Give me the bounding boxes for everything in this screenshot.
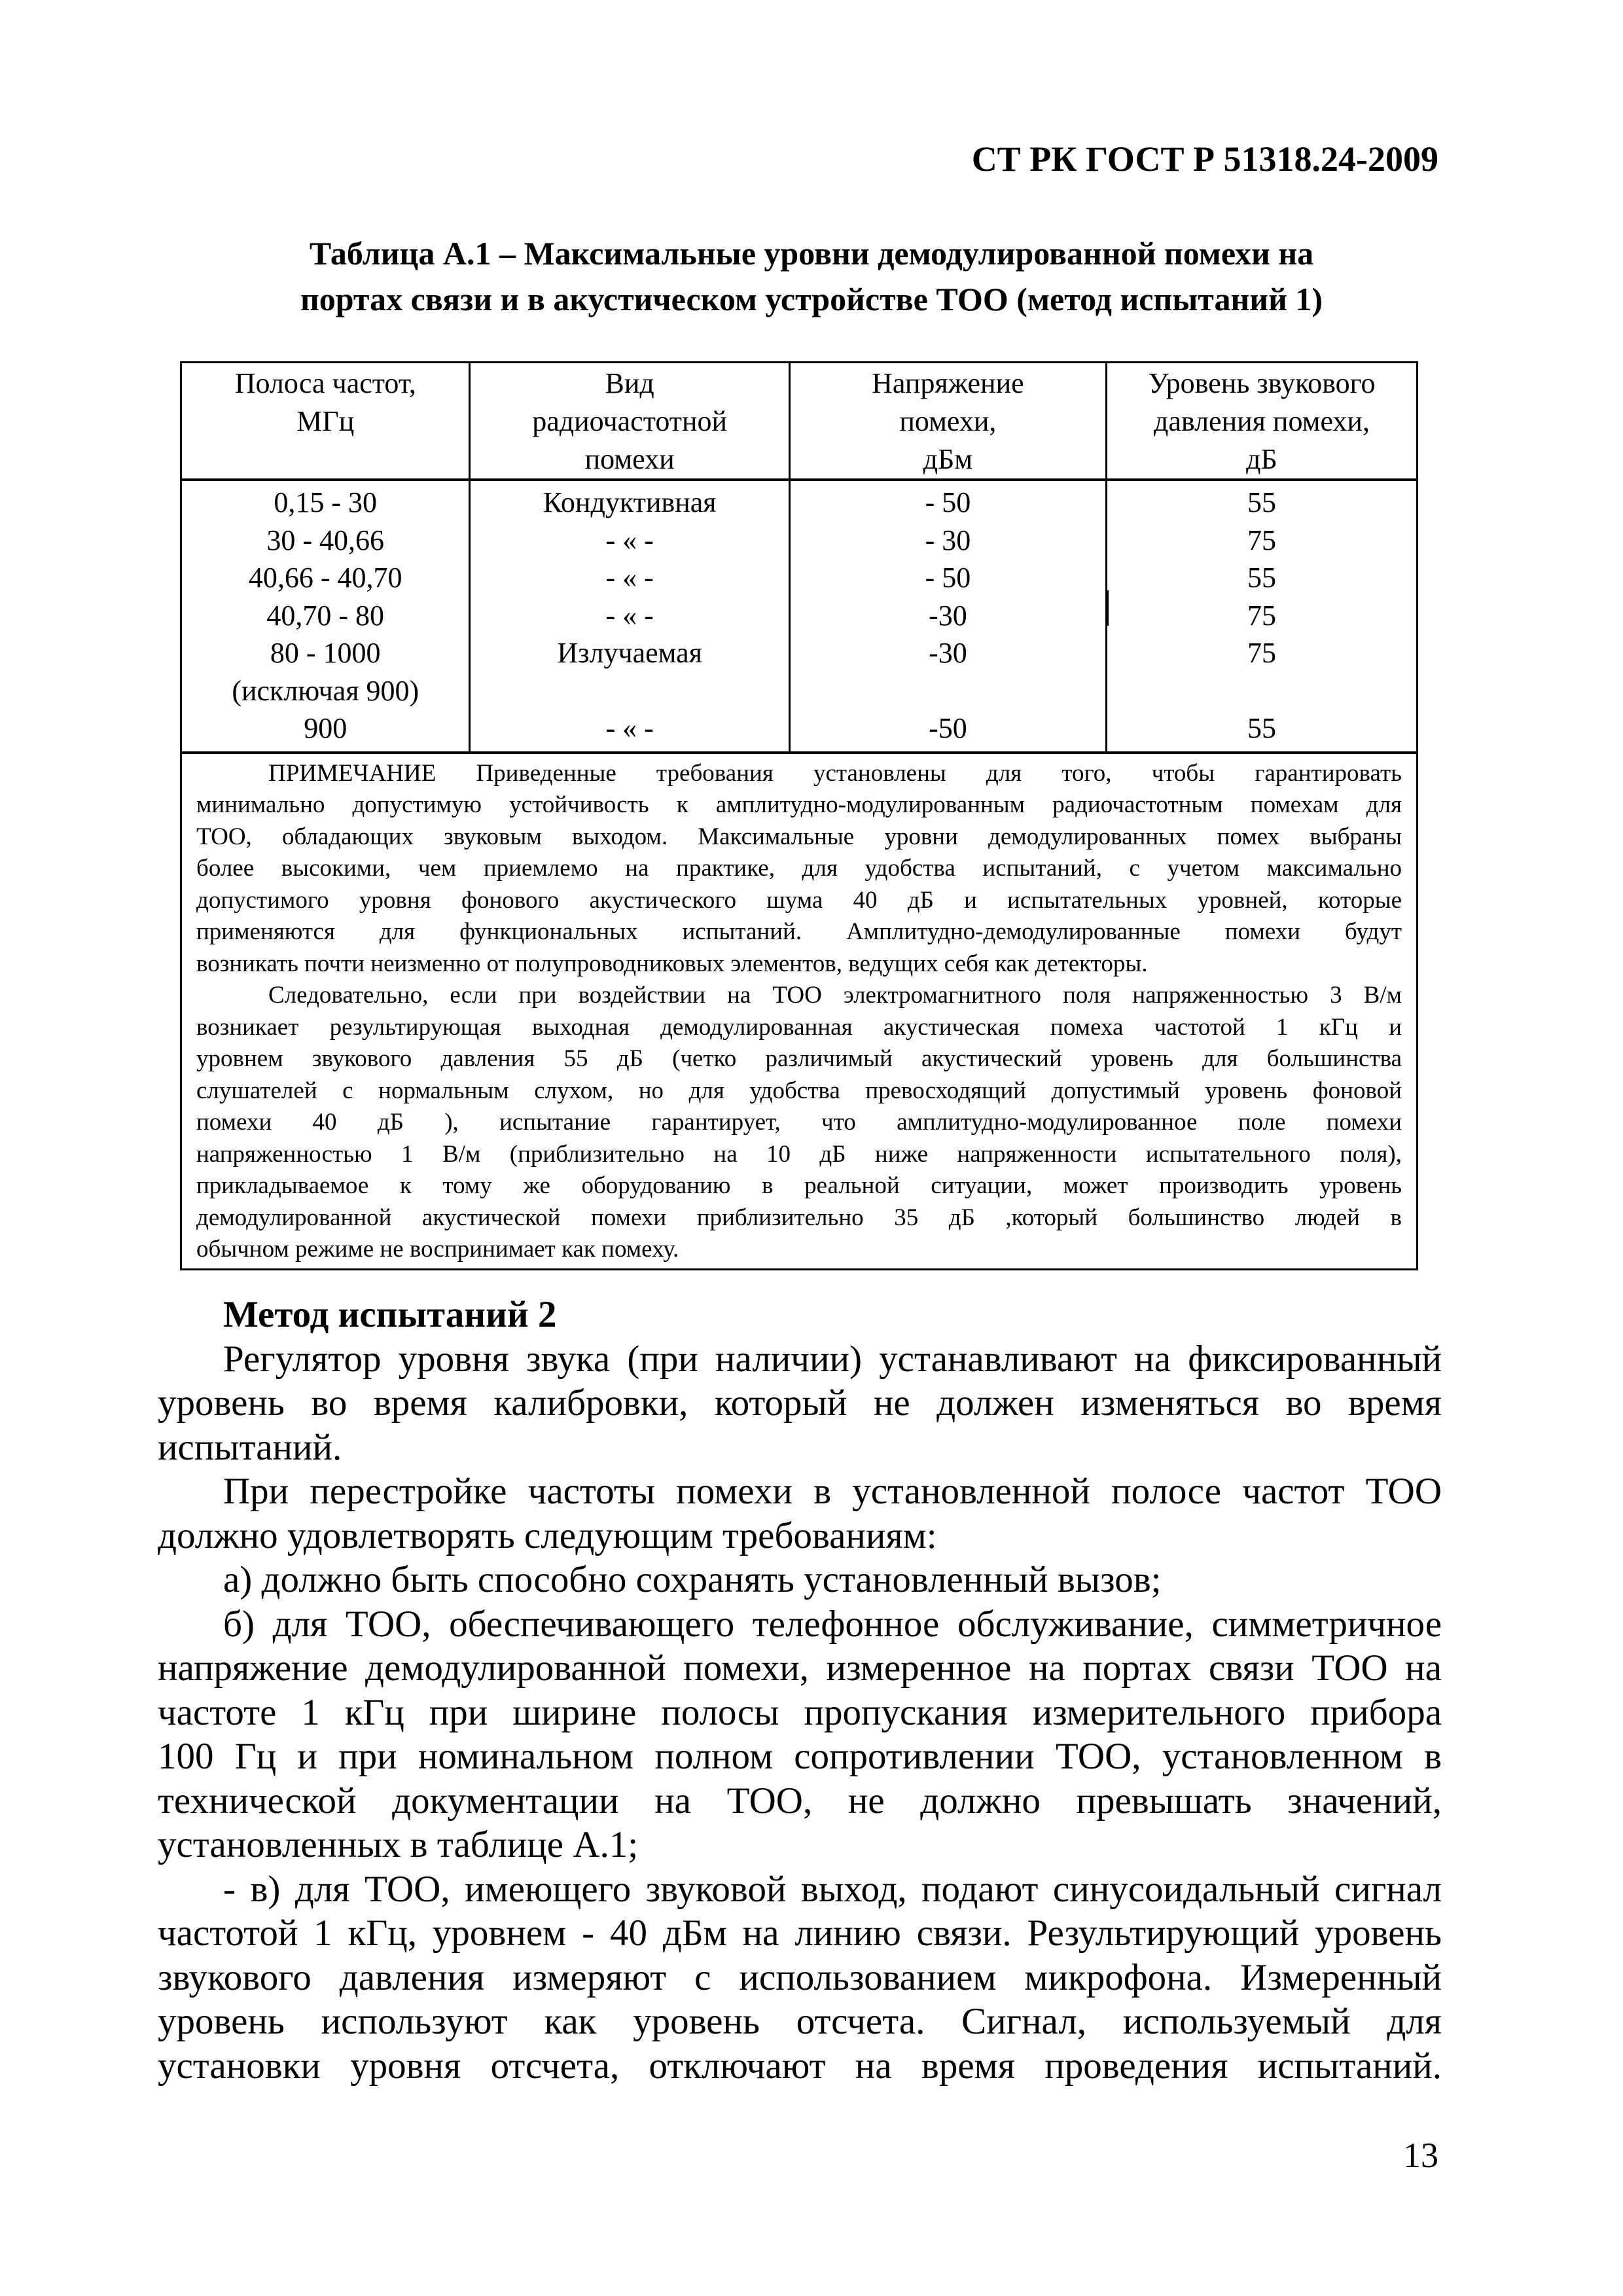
cell-band: 30 - 40,66: [181, 522, 470, 560]
table-row: [181, 559, 1418, 597]
note-line: применяются для функциональных испытаний. Амплитудно-демодулированные помехи будут: [196, 918, 1402, 945]
cell-voltage: - 30: [789, 522, 1106, 560]
note-line: возникать почти неизменно от полупроводниковых элементов, ведущих себя как детекторы.: [196, 950, 1148, 977]
note-line: слушателей с нормальным слухом, но для удобства превосходящий допустимый уровень фоновой: [196, 1077, 1402, 1104]
cell-voltage: -30: [789, 597, 1106, 635]
body-line: а) должно быть способно сохранять установленный вызов;: [223, 1559, 1162, 1600]
note-line: Следовательно, если при воздействии на ТОО электромагнитного поля напряженностью 3 В/м: [268, 982, 1402, 1009]
note-line: ТОО, обладающих звуковым выходом. Максимальные уровни демодулированных помех выбраны: [196, 823, 1402, 850]
body-line: - в) для ТОО, имеющего звуковой выход, подают синусоидальный сигнал: [223, 1868, 1442, 1910]
note-line: помехи 40 дБ ), испытание гарантирует, что амплитудно-модулированное поле помехи: [196, 1109, 1402, 1136]
cell-voltage: - 50: [789, 480, 1106, 522]
header-sound-pressure: [1106, 363, 1417, 480]
body-line: 100 Гц и при номинальном полном сопротивлении ТОО, установленном в: [158, 1736, 1442, 1777]
header-line: Вид: [605, 367, 654, 399]
body-line: частотой 1 кГц, уровнем - 40 дБм на линию связи. Результирующий уровень: [158, 1912, 1442, 1954]
cell-band: [181, 634, 470, 709]
note-line: обычном режиме не воспринимает как помеху.: [196, 1236, 679, 1263]
body-line: технической документации на ТОО, не должно превышать значений,: [158, 1780, 1442, 1821]
body-line: звукового давления измеряют с использованием микрофона. Измеренный: [158, 1956, 1442, 1998]
cell-level: 75: [1106, 522, 1417, 560]
table-row: [181, 709, 1418, 753]
body-line: уровень используют как уровень отсчета. Сигнал, используемый для: [158, 2001, 1442, 2042]
note-line: демодулированной акустической помехи приблизительно 35 дБ ,который большинство людей в: [196, 1204, 1402, 1231]
note-line: ПРИМЕЧАНИЕ Приведенные требования установлены для того, чтобы гарантировать: [268, 759, 1402, 787]
cell-level: 55: [1106, 709, 1417, 753]
scan-artifact-mark: [1105, 590, 1109, 626]
header-line: Напряжение: [872, 367, 1024, 399]
table-row: [181, 634, 1418, 709]
cell-type: - « -: [470, 597, 789, 635]
note-line: более высокими, чем приемлемо на практике, для удобства испытаний, с учетом максимально: [196, 855, 1402, 882]
table-row: [181, 597, 1418, 635]
body-line: напряжение демодулированной помехи, измеренное на портах связи ТОО на: [158, 1647, 1442, 1689]
body-line: уровень во время калибровки, который не должен изменяться во время: [158, 1382, 1442, 1424]
document-code-header: СТ РК ГОСТ Р 51318.24-2009: [971, 139, 1438, 179]
table-header-row: [181, 363, 1418, 480]
table-row: [181, 522, 1418, 560]
cell-band: 40,70 - 80: [181, 597, 470, 635]
cell-band-line: (исключая 900): [232, 674, 419, 707]
emission-levels-table: [180, 361, 1418, 1270]
table-title-line-2: портах связи и в акустическом устройстве ТОО (метод испытаний 1): [300, 281, 1323, 317]
cell-type: Излучаемая: [470, 634, 789, 709]
header-voltage: [789, 363, 1106, 480]
note-line: возникает результирующая выходная демодулированная акустическая помеха частотой 1 кГц и: [196, 1013, 1402, 1041]
body-line: установки уровня отсчета, отключают на время проведения испытаний.: [158, 2045, 1442, 2087]
cell-level: 55: [1106, 559, 1417, 597]
table-row: [181, 480, 1418, 522]
header-line: дБ: [1246, 443, 1277, 475]
cell-band-line: 80 - 1000: [270, 637, 381, 669]
cell-type: - « -: [470, 559, 789, 597]
header-line: радиочастотной: [532, 405, 728, 437]
note-line: уровнем звукового давления 55 дБ (четко различимый акустический уровень для большинства: [196, 1045, 1402, 1072]
cell-level: 55: [1106, 480, 1417, 522]
note-line: минимально допустимую устойчивость к амплитудно-модулированным радиочастотным помехам для: [196, 791, 1402, 818]
header-line: давления помехи,: [1153, 405, 1370, 437]
header-line: дБм: [923, 443, 973, 475]
header-line: помехи: [584, 443, 675, 475]
table-note: [181, 753, 1418, 1270]
table-title-line-1: Таблица А.1 – Максимальные уровни демодулированной помехи на: [309, 235, 1314, 272]
table-note-row: [181, 753, 1418, 1270]
cell-band: 900: [181, 709, 470, 753]
header-interference-type: [470, 363, 789, 480]
cell-voltage: -30: [789, 634, 1106, 709]
header-line: МГц: [296, 405, 355, 437]
header-frequency-band: [181, 363, 470, 480]
cell-band: 40,66 - 40,70: [181, 559, 470, 597]
body-line: частоте 1 кГц при ширине полосы пропускания измерительного прибора: [158, 1691, 1442, 1733]
note-line: прикладываемое к тому же оборудованию в реальной ситуации, может производить уровень: [196, 1172, 1402, 1199]
note-line: допустимого уровня фонового акустического шума 40 дБ и испытательных уровней, которые: [196, 886, 1402, 914]
body-text: [158, 1293, 1442, 2088]
cell-level: 75: [1106, 634, 1417, 709]
cell-type: Кондуктивная: [470, 480, 789, 522]
body-line: При перестройке частоты помехи в установленной полосе частот ТОО: [223, 1471, 1442, 1512]
body-line: установленных в таблице А.1;: [158, 1824, 639, 1865]
cell-type: - « -: [470, 709, 789, 753]
body-line: Регулятор уровня звука (при наличии) устанавливают на фиксированный: [223, 1338, 1442, 1380]
cell-band: 0,15 - 30: [181, 480, 470, 522]
header-line: Уровень звукового: [1148, 367, 1376, 399]
body-line: должно удовлетворять следующим требованиям:: [158, 1515, 937, 1556]
header-line: Полоса частот,: [234, 367, 416, 399]
cell-voltage: -50: [789, 709, 1106, 753]
body-line: б) для ТОО, обеспечивающего телефонное обслуживание, симметричное: [223, 1603, 1442, 1645]
method-2-heading: Метод испытаний 2: [223, 1294, 557, 1335]
body-line: испытаний.: [158, 1426, 342, 1468]
cell-type: - « -: [470, 522, 789, 560]
page-number: 13: [1403, 2136, 1438, 2175]
cell-level: 75: [1106, 597, 1417, 635]
header-line: помехи,: [899, 405, 997, 437]
note-line: напряженностью 1 В/м (приблизительно на 10 дБ ниже напряженности испытательного поля),: [196, 1140, 1402, 1168]
cell-voltage: - 50: [789, 559, 1106, 597]
